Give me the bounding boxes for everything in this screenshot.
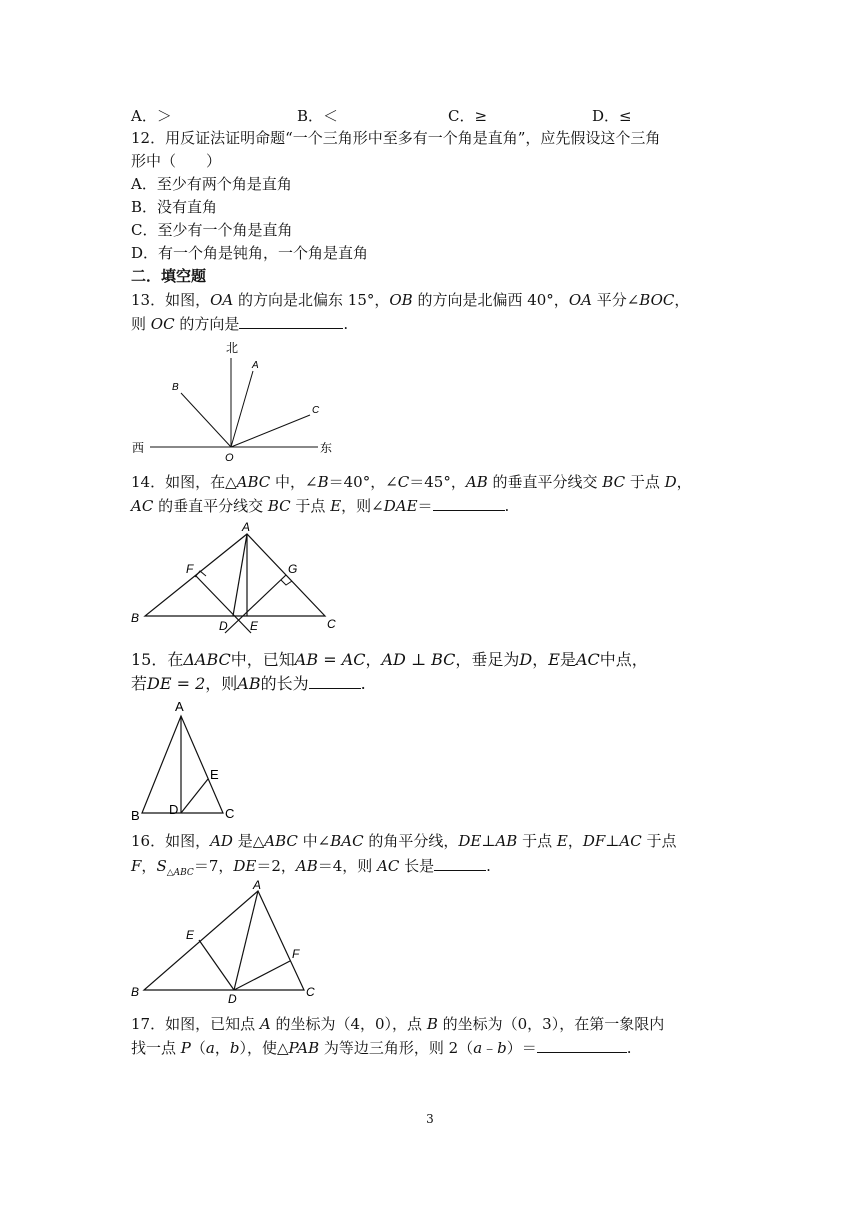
label-e: E [186,928,195,942]
label-north: 北 [226,341,239,355]
q12-option-c: C．至少有一个角是直角 [131,221,293,239]
q15-line-1: 15．在ΔABC中，已知AB = AC，AD ⊥ BC，垂足为D，E是AC中点， [131,650,648,669]
label-b: B [131,808,140,823]
q14-answer-blank[interactable] [433,496,505,511]
q14-line-2: AC 的垂直平分线交 BC 于点 E，则∠DAE＝ . [131,497,510,515]
label-f: F [292,947,300,961]
q11-option-c: C．≥ [448,107,488,125]
label-c: C [225,806,235,821]
q12-option-a: A．至少有两个角是直角 [131,175,292,193]
label-o: O [225,452,234,464]
label-c: C [312,405,320,416]
label-c: C [306,985,315,999]
label-a: A [252,360,259,371]
q15-answer-blank[interactable] [309,674,361,689]
q17-line-1: 17．如图，已知点 A 的坐标为（4，0），点 B 的坐标为（0，3），在第一象限内 [131,1015,665,1033]
label-c: C [327,617,336,631]
label-d: D [169,802,179,817]
label-east: 东 [320,441,333,455]
q16-answer-blank[interactable] [434,856,486,871]
label-a: A [175,699,184,714]
q12-option-d: D．有一个角是钝角，一个角是直角 [131,244,369,262]
label-b: B [172,382,179,393]
label-a: A [253,878,262,892]
q13-direction-figure [130,336,360,464]
label-b: B [131,985,140,999]
label-d: D [228,992,237,1006]
page-number: 3 [426,1112,434,1126]
q17-line-2: 找一点 P（a，b），使△PAB 为等边三角形，则 2（a﹣b）＝ . [131,1039,632,1057]
label-b: B [131,611,140,625]
label-west: 西 [132,441,145,455]
q16-triangle-figure [128,878,328,1006]
q16-line-2: F，$S_{\triangle ABC}=7$，DE＝2，AB＝4，则 AC 长是 . [131,857,491,878]
label-e: E [250,619,259,633]
label-e: E [210,767,219,782]
q14-triangle-figure [128,518,348,636]
label-d: D [219,619,228,633]
q15-line-2: 若DE = 2，则AB的长为 . [131,674,366,693]
q16-line-1: 16．如图，AD 是△ABC 中∠BAC 的角平分线，DE⊥AB 于点 E，DF⊥AC 于点 [131,832,677,850]
q11-option-b: B．＜ [297,107,339,125]
q14-line-1: 14．如图，在△ABC 中，∠B＝40°，∠C＝45°，AB 的垂直平分线交 BC 于点 D， [131,473,692,491]
q11-option-a: A．＞ [131,107,172,125]
label-g: G [288,562,298,576]
label-f: F [186,562,194,576]
q12-line-1: 12．用反证法证明命题“一个三角形中至多有一个角是直角”，应先假设这个三角 [131,129,661,147]
q13-line-2: 则 OC 的方向是 . [131,315,349,333]
q12-line-2: 形中（ ） [131,152,222,170]
section-title: 二．填空题 [131,267,207,285]
q12-option-b: B．没有直角 [131,198,218,216]
label-a: A [242,520,251,534]
q13-line-1: 13．如图，OA 的方向是北偏东 15°，OB 的方向是北偏西 40°，OA 平分∠BOC， [131,291,690,309]
q11-option-d: D．≤ [592,107,632,125]
q15-triangle-figure [128,696,248,824]
q17-answer-blank[interactable] [537,1038,627,1053]
q13-answer-blank[interactable] [239,314,343,329]
